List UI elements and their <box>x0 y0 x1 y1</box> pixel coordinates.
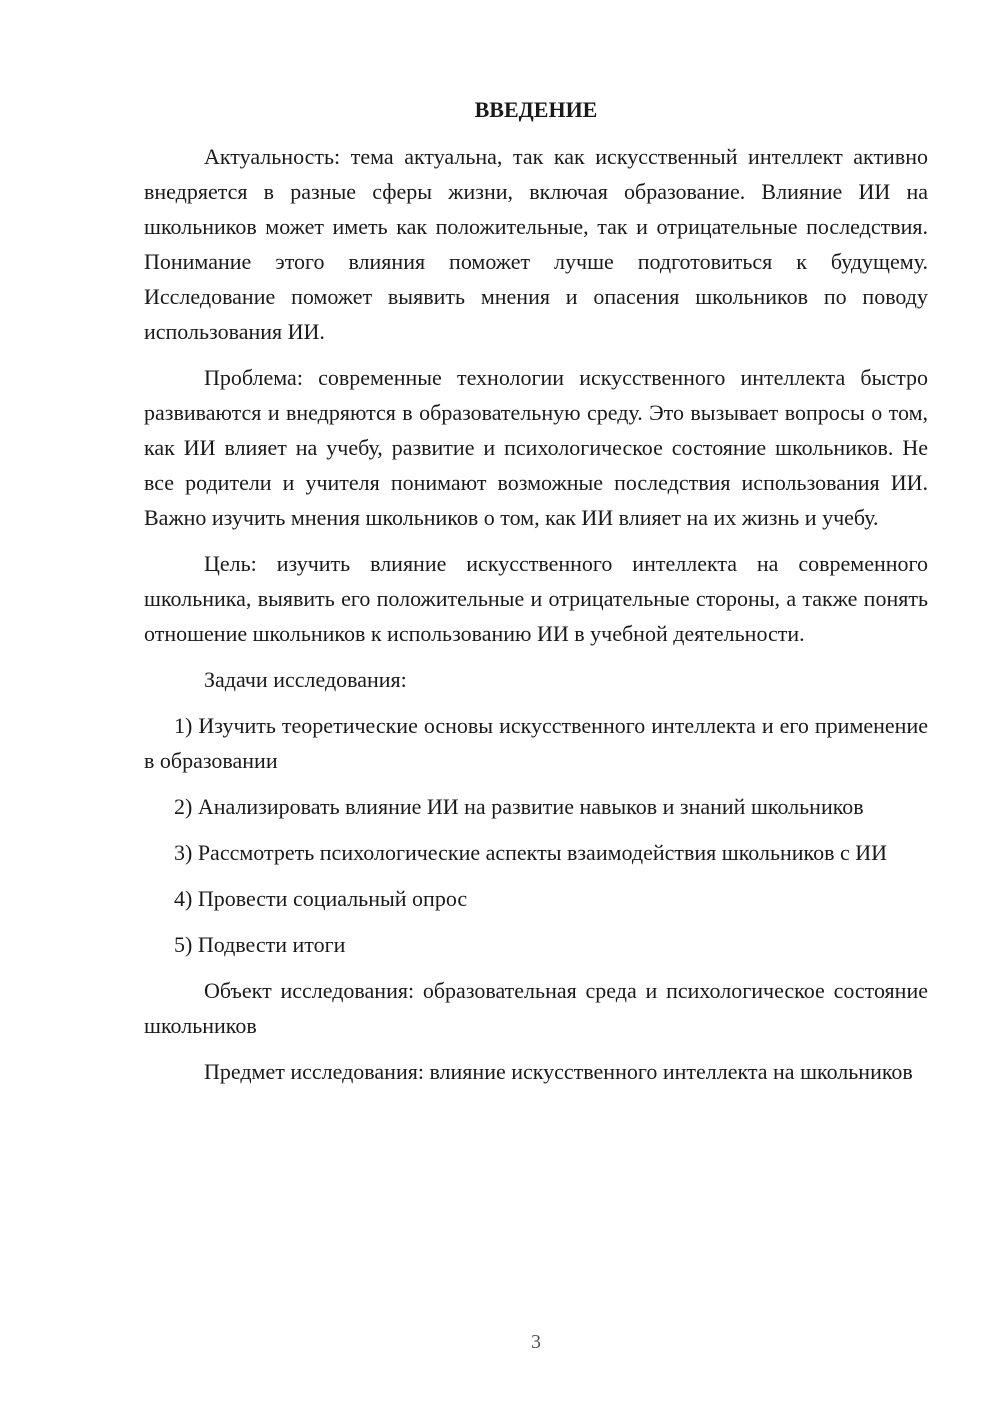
tasks-heading: Задачи исследования: <box>204 667 407 692</box>
object-paragraph: Объект исследования: образовательная среда и психологическое состояние школьников <box>144 978 928 1038</box>
task-item-3: 3) Рассмотреть психологические аспекты взаимодействия школьников с ИИ <box>174 840 888 865</box>
page-number: 3 <box>531 1331 541 1353</box>
task-item-2: 2) Анализировать влияние ИИ на развитие навыков и знаний школьников <box>174 794 864 819</box>
document-page <box>144 92 928 1100</box>
relevance-paragraph: Актуальность: тема актуальна, так как искусственный интеллект активно внедряется в разные сферы жизни, включая образование. Влияние ИИ на школьников может иметь как положительные, так и отрицательные последствия. Понимание этого влияния поможет лучше подготовиться к будущему. Исследование поможет выявить мнения и опасения школьников по поводу использования ИИ. <box>144 144 928 344</box>
task-item-5: 5) Подвести итоги <box>174 932 346 957</box>
section-heading: ВВЕДЕНИЕ <box>474 97 598 122</box>
task-item-4: 4) Провести социальный опрос <box>174 886 468 911</box>
goal-paragraph: Цель: изучить влияние искусственного интеллекта на современного школьника, выявить его положительные и отрицательные стороны, а также понять отношение школьников к использованию ИИ в учебной деятельности. <box>144 551 928 646</box>
subject-paragraph: Предмет исследования: влияние искусственного интеллекта на школьников <box>204 1059 913 1084</box>
task-item-1: 1) Изучить теоретические основы искусственного интеллекта и его применение в образовании <box>144 713 928 773</box>
problem-paragraph: Проблема: современные технологии искусственного интеллекта быстро развиваются и внедряются в образовательную среду. Это вызывает вопросы о том, как ИИ влияет на учебу, развитие и психологическое состояние школьников. Не все родители и учителя понимают возможные последствия использования ИИ. Важно изучить мнения школьников о том, как ИИ влияет на их жизнь и учебу. <box>144 365 928 530</box>
